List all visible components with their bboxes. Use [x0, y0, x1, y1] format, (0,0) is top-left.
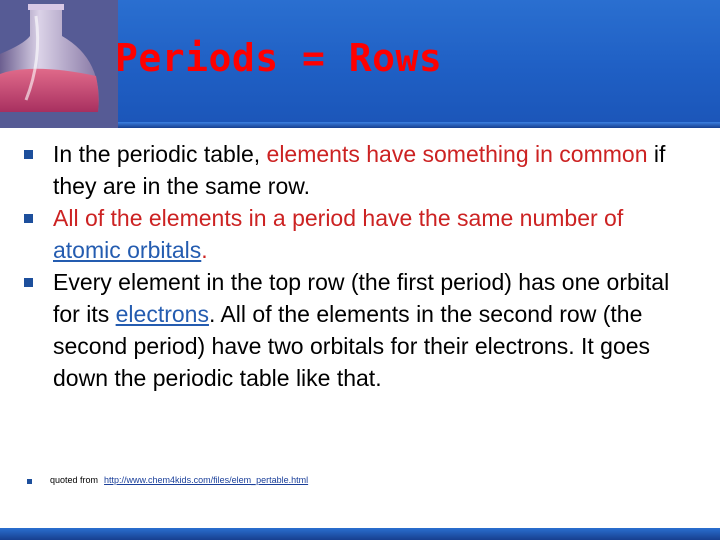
- electrons-link[interactable]: electrons: [115, 301, 209, 327]
- bullet-item-2: [50, 202, 690, 266]
- square-bullet-icon: [27, 479, 32, 484]
- bullet-text: if they are in the same row.: [53, 141, 666, 199]
- square-bullet-icon: [24, 214, 33, 223]
- flask-icon: [0, 0, 118, 128]
- bullet-list: [50, 138, 690, 394]
- emphasis-text: .: [201, 237, 208, 263]
- bullet-text: In the periodic table,: [53, 141, 267, 167]
- atomic-orbitals-link[interactable]: atomic orbitals: [53, 237, 202, 263]
- emphasis-text: All of the elements in a period have the same number of: [53, 205, 624, 231]
- slide-title: Periods = Rows: [115, 36, 443, 80]
- source-url-link[interactable]: http://www.chem4kids.com/files/elem_pertable.html: [104, 475, 309, 485]
- source-citation: [50, 475, 308, 485]
- bullet-text: Every element in the top row (the first period) has one orbital for its: [53, 269, 670, 327]
- source-prefix: quoted from: [50, 475, 99, 485]
- square-bullet-icon: [24, 278, 33, 287]
- bullet-item-3: [50, 266, 690, 394]
- bullet-item-1: [50, 138, 690, 202]
- footer-bar: [0, 528, 720, 540]
- emphasis-text: elements have something in common: [266, 141, 648, 167]
- square-bullet-icon: [24, 150, 33, 159]
- bullet-text: . All of the elements in the second row (the second period) have two orbitals for their electrons. It goes down the periodic table like that.: [53, 301, 651, 391]
